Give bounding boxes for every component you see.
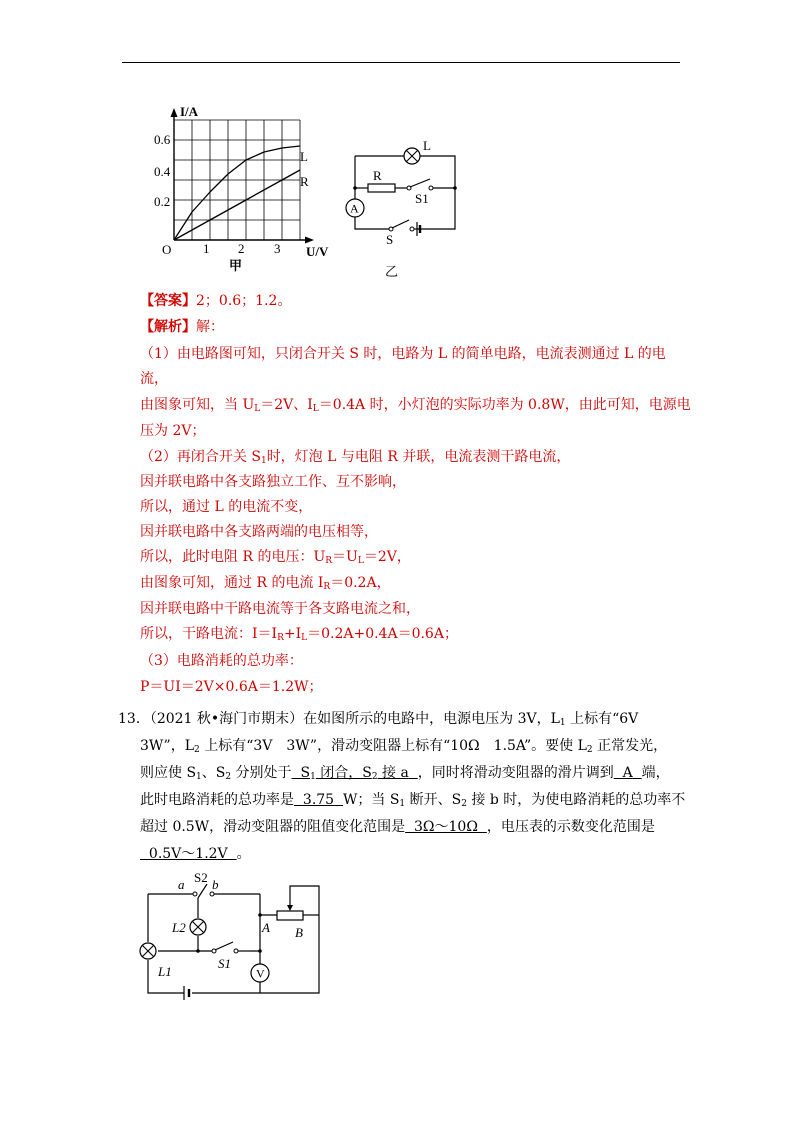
x-tick-label: 1 [203,241,210,256]
text-seg: ＝2V， [363,549,411,565]
junction-dot [196,949,200,953]
text-seg: 时，灯泡 L 与电阻 R 并联，电流表测干路电流， [266,449,571,465]
text-seg: 接 a [377,765,409,781]
analysis-p1a: （1）由电路图可知，只闭合开关 S 时，电路为 L 的简单电路，电流表测通过 L 的电 [140,346,666,362]
analysis-tag: 【解析】 [140,319,196,335]
question-13-line-2 [140,737,667,755]
analysis-text [140,678,323,696]
resistor-icon [368,184,395,192]
curve-label-l: L [300,149,308,164]
label-s1: S1 [218,956,231,971]
circuit-1-caption: 乙 [385,264,399,279]
label-l1: L1 [158,964,172,979]
text-seg: 所以，此时电阻 R 的电压：U [140,549,326,565]
text-seg: ＝U [332,549,358,565]
text-seg: 端， [641,765,670,781]
text-seg: 13．（2021 秋•海门市期末）在如图所示的电路中，电源电压为 3V，L [118,711,560,727]
x-axis-arrow-icon [305,237,314,244]
text-seg: 分别处于 [231,765,292,781]
circuit-diagram-1 [333,128,473,278]
text-seg: ＝0.2A， [330,575,391,591]
subscript: 2 [225,772,232,782]
analysis-text [140,498,312,516]
answer-blank-5: 0.5V～1.2V [148,846,228,862]
analysis-p1b: 流， [140,371,168,387]
analysis-p5: 所以，通过 L 的电流不变， [140,499,313,515]
label-s: S [386,232,394,247]
circuit-1-svg [333,128,473,278]
text-seg: 断开、S [405,792,462,808]
analysis-text [140,448,570,466]
label-terminal-b: B [295,925,303,940]
answer-line [140,292,291,310]
subscript: 1 [399,799,406,809]
text-seg: 。 [236,846,251,862]
subscript: R [323,582,331,592]
analysis-line [140,318,224,336]
text-seg: （2）再闭合开关 S [140,449,261,465]
text-seg: ，电压表的示数变化范围是 [486,819,655,835]
battery-icon [184,986,189,1000]
label-s1: S1 [415,191,429,206]
label-s2: S2 [194,870,208,885]
battery-icon [414,222,420,236]
answer-blank-4: 3Ω～10Ω [414,819,478,835]
y-axis-label: I/A [180,104,199,119]
graph-caption: 甲 [229,258,243,273]
analysis-p11: （3）电路消耗的总功率： [140,653,303,669]
subscript: 1 [310,772,316,782]
y-tick-label: 0.4 [154,164,171,179]
analysis-text [140,370,168,388]
switch-s1-icon [212,942,238,953]
subscript: 2 [194,745,200,755]
analysis-p9: 因并联电路中干路电流等于各支路电流之和， [140,601,420,617]
analysis-text [140,652,303,670]
question-13-line-1 [118,710,638,728]
analysis-text [140,396,691,414]
subscript: 2 [371,772,378,782]
answer-tag: 【答案】 [140,293,196,309]
switch-s1-icon [407,179,433,190]
y-tick-label: 0.6 [154,132,171,147]
lamp-l1-icon [140,943,156,959]
analysis-intro: 解： [196,319,224,335]
question-13-line-4 [140,791,685,809]
text-seg: 由图象可知，当 U [140,397,255,413]
text-seg: 此时电路消耗的总功率是 [140,792,294,808]
iu-graph-svg [154,100,350,275]
subscript: R [277,633,284,643]
junction-dot [353,186,357,190]
origin-label: O [162,242,172,257]
curve-label-r: R [300,174,309,189]
switch-s-icon [389,220,414,231]
junction-dot [258,913,262,917]
analysis-text [140,422,205,440]
text-seg: 3W”，L [140,738,195,754]
x-axis-label: U/V [306,244,329,259]
lamp-l2-icon [190,919,206,935]
answer-blank-2: A [622,765,633,781]
junction-dot [453,186,457,190]
analysis-text [140,625,458,643]
analysis-text [140,548,411,566]
y-tick-label: 0.2 [154,194,171,209]
lamp-icon [404,148,420,164]
text-seg: +I [283,626,302,642]
text-seg: 正常发光， [592,738,668,754]
text-seg: 闭合，S [315,765,372,781]
label-terminal-a: A [262,920,270,935]
analysis-text [140,523,378,541]
question-13-line-5 [140,818,655,836]
text-seg: 由图象可知，通过 R 的电流 I [140,575,324,591]
subscript: 1 [260,456,267,466]
analysis-text [140,473,406,491]
text-seg: 则应使 S [140,765,197,781]
analysis-p6: 因并联电路中各支路两端的电压相等， [140,524,378,540]
subscript: 2 [461,799,467,809]
analysis-text [140,574,391,592]
answer-text: 2；0.6；1.2。 [196,293,292,309]
analysis-p12: P＝UI＝2V×0.6A＝1.2W； [140,679,323,695]
header-rule [122,62,680,63]
text-seg: 接 b 时，为使电路消耗的总功率不 [466,792,686,808]
text-seg: 上标有“6V [565,711,639,727]
label-ammeter: A [350,201,359,216]
analysis-p4: 因并联电路中各支路独立工作、互不影响， [140,474,406,490]
subscript: L [357,556,364,566]
answer-blank-1 [292,765,418,781]
x-tick-label: 3 [274,241,281,256]
circuit-diagram-2 [132,870,332,1010]
answer-blank-3: 3.75 [302,792,335,808]
text-seg: ＝0.2A+0.4A＝0.6A； [307,626,458,642]
switch-s2-icon [193,884,214,898]
text-seg: ＝2V、I [260,397,313,413]
label-l2: L2 [172,920,186,935]
subscript: 1 [196,772,202,782]
analysis-text [140,600,420,618]
text-seg: 、S [201,765,226,781]
x-tick-label: 2 [238,241,245,256]
text-seg: 超过 0.5W，滑动变阻器的阻值变化范围是 [140,819,406,835]
text-seg: 所以，干路电流：I＝I [140,626,278,642]
label-a: a [178,877,185,892]
subscript: L [312,404,319,414]
iu-graph [154,100,350,275]
text-seg: 上标有“3V 3W”，滑动变阻器上标有“10Ω 1.5A”。要使 L [199,738,587,754]
subscript: R [325,556,333,566]
series-line-r [174,170,300,240]
question-13-line-3 [140,764,670,782]
text-seg: ＝0.4A 时，小灯泡的实际功率为 0.8W，由此可知，电源电 [318,397,691,413]
analysis-p2b: 压为 2V； [140,423,206,439]
y-axis-arrow-icon [171,108,178,117]
label-resistor: R [373,168,382,183]
circuit-2-svg [132,870,332,1010]
junction-dot [258,949,262,953]
text-seg: S [300,765,311,781]
label-b: b [212,877,219,892]
subscript: L [301,633,308,643]
text-seg: ，同时将滑动变阻器的滑片调到 [417,765,614,781]
text-seg: W；当 S [342,792,400,808]
subscript: 1 [559,718,566,728]
question-13-line-6 [140,845,251,863]
analysis-text [140,345,666,363]
rheostat-icon [277,898,303,920]
subscript: L [254,404,261,414]
label-lamp: L [423,138,431,153]
label-voltmeter: V [256,966,265,981]
subscript: 2 [586,745,593,755]
